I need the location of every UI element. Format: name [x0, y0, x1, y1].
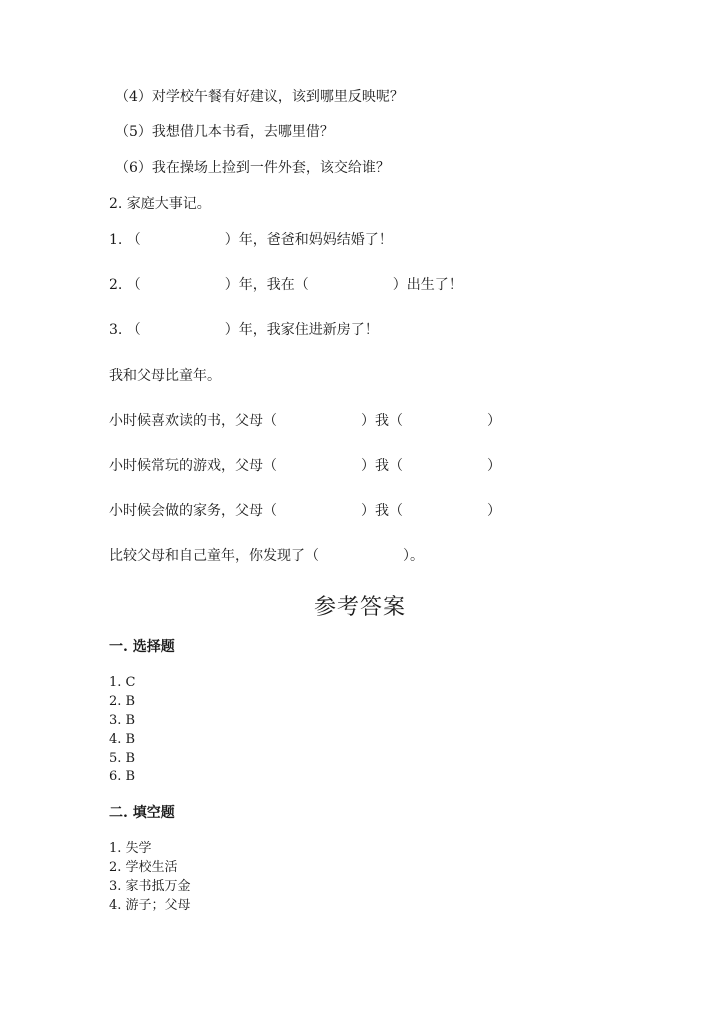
- question-5: （5）我想借几本书看，去哪里借？: [115, 124, 334, 140]
- compare-heading: 我和父母比童年。: [109, 368, 221, 384]
- compare-row-books: 小时候喜欢读的书，父母（ ）我（ ）: [109, 413, 501, 429]
- choice-answer: 1. C: [109, 675, 136, 690]
- family-heading: 2. 家庭大事记。: [109, 196, 211, 212]
- question-6: （6）我在操场上捡到一件外套，该交给谁？: [115, 160, 390, 176]
- answers-title: 参考答案: [313, 595, 406, 620]
- choice-answer: 2. B: [109, 694, 136, 709]
- family-item-1: 1. （ ）年，爸爸和妈妈结婚了！: [109, 232, 393, 248]
- fill-answer: 1. 失学: [109, 841, 152, 856]
- choice-answer: 5. B: [109, 751, 136, 766]
- compare-row-games: 小时候常玩的游戏，父母（ ）我（ ）: [109, 458, 501, 474]
- fill-answer: 2. 学校生活: [109, 860, 178, 875]
- family-item-2: 2. （ ）年，我在（ ）出生了！: [109, 277, 463, 293]
- choice-answer: 6. B: [109, 769, 136, 784]
- choice-answer: 4. B: [109, 732, 136, 747]
- section-fill-heading: 二. 填空题: [109, 805, 175, 821]
- fill-answer: 4. 游子；父母: [109, 898, 191, 913]
- fill-answer: 3. 家书抵万金: [109, 879, 191, 894]
- family-item-3: 3. （ ）年，我家住进新房了！: [109, 322, 379, 338]
- section-choice-heading: 一. 选择题: [109, 639, 175, 655]
- compare-row-chores: 小时候会做的家务，父母（ ）我（ ）: [109, 503, 501, 519]
- question-4: （4）对学校午餐有好建议，该到哪里反映呢？: [115, 89, 404, 105]
- compare-conclusion: 比较父母和自己童年，你发现了（ ）。: [109, 548, 424, 564]
- choice-answer: 3. B: [109, 713, 136, 728]
